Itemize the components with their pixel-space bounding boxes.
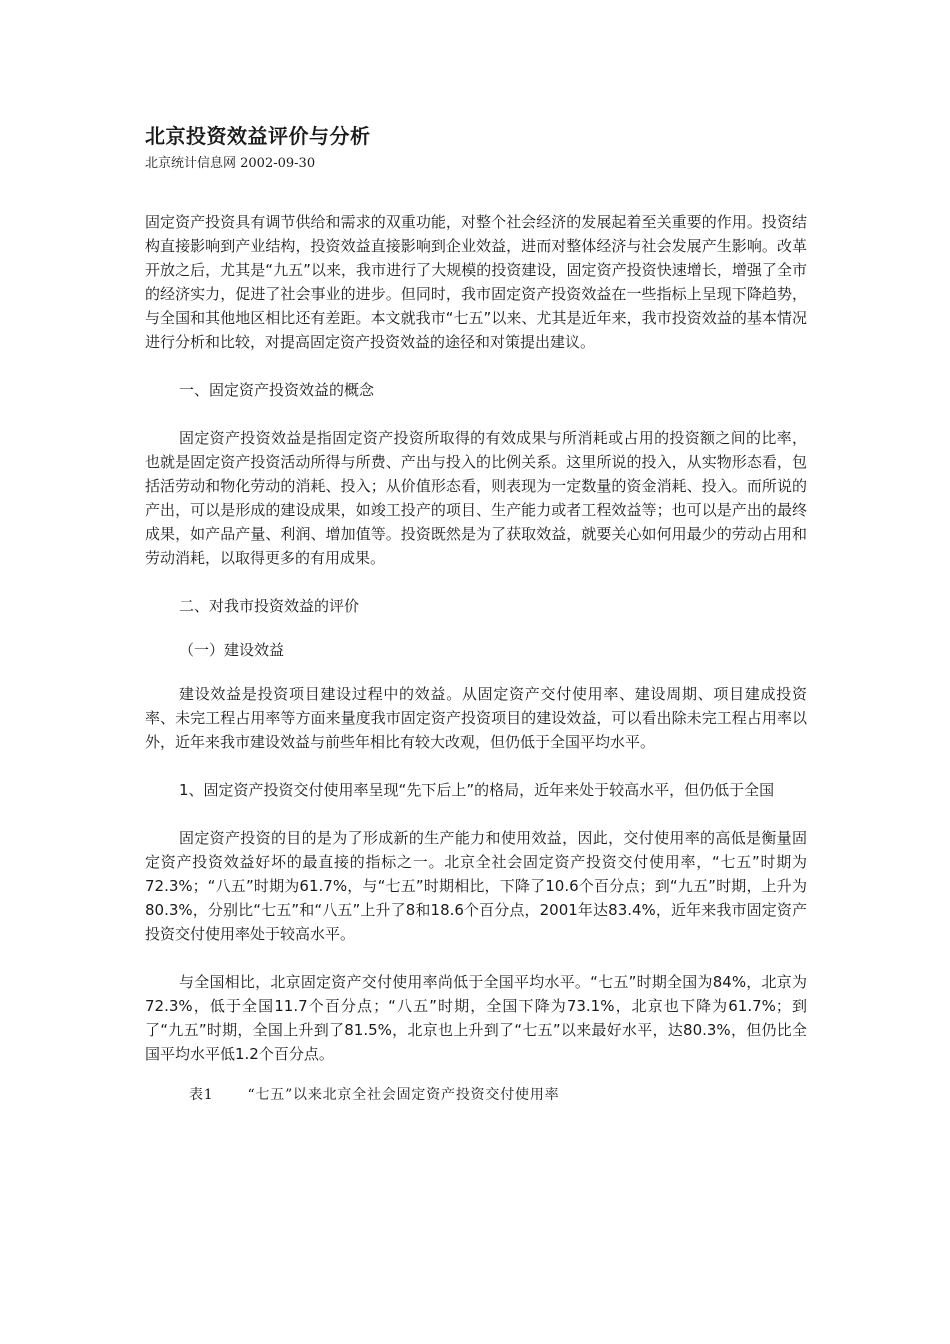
document-page <box>145 120 807 1106</box>
table-caption-text: “七五”以来北京全社会固定资产投资交付使用率 <box>247 1087 560 1103</box>
table-caption <box>145 1084 807 1106</box>
intro-paragraph: 固定资产投资具有调节供给和需求的双重功能，对整个社会经济的发展起着至关重要的作用。投资结构直接影响到产业结构，投资效益直接影响到企业效益，进而对整体经济与社会发展产生影响。改革开放之后，尤其是“九五”以来，我市进行了大规模的投资建设，固定资产投资快速增长，增强了全市的经济实力，促进了社会事业的进步。但同时，我市固定资产投资效益在一些指标上呈现下降趋势，与全国和其他地区相比还有差距。本文就我市“七五”以来、尤其是近年来，我市投资效益的基本情况进行分析和比较，对提高固定资产投资效益的途径和对策提出建议。 <box>145 213 807 351</box>
point-1-paragraph-2: 与全国相比，北京固定资产交付使用率尚低于全国平均水平。“七五”时期全国为84%，北京为72.3%，低于全国11.7个百分点；“八五”时期，全国下降为73.1%，北京也下降为61.7%；到了“九五”时期，全国上升到了81.5%，北京也上升到了“七五”以来最好水平，达80.3%，但仍比全国平均水平低1.2个百分点。 <box>145 973 807 1063</box>
section-heading-1: 一、固定资产投资效益的概念 <box>179 381 375 399</box>
subsection-1-paragraph: 建设效益是投资项目建设过程中的效益。从固定资产交付使用率、建设周期、项目建成投资率、未完工程占用率等方面来量度我市固定资产投资项目的建设效益，可以看出除未完工程占用率以外，近年来我市建设效益与前些年相比有较大改观，但仍低于全国平均水平。 <box>145 685 807 751</box>
article-source-date: 北京统计信息网 2002-09-30 <box>145 156 316 171</box>
section-heading-2: 二、对我市投资效益的评价 <box>179 597 360 615</box>
point-1-heading: 1、固定资产投资交付使用率呈现“先下后上”的格局，近年来处于较高水平，但仍低于全国 <box>179 781 775 799</box>
table-caption-number: 表1 <box>189 1087 214 1103</box>
section-1-paragraph: 固定资产投资效益是指固定资产投资所取得的有效成果与所消耗或占用的投资额之间的比率，也就是固定资产投资活动所得与所费、产出与投入的比例关系。这里所说的投入，从实物形态看，包括活劳动和物化劳动的消耗、投入；从价值形态看，则表现为一定数量的资金消耗、投入。而所说的产出，可以是形成的建设成果，如竣工投产的项目、生产能力或者工程效益等；也可以是产出的最终成果，如产品产量、利润、增加值等。投资既然是为了获取效益，就要关心如何用最少的劳动占用和劳动消耗，以取得更多的有用成果。 <box>145 429 807 567</box>
point-1-paragraph-1: 固定资产投资的目的是为了形成新的生产能力和使用效益，因此，交付使用率的高低是衡量固定资产投资效益好坏的最直接的指标之一。北京全社会固定资产投资交付使用率，“七五”时期为72.3%；“八五”时期为61.7%，与“七五”时期相比，下降了10.6个百分点；到“九五”时期，上升为80.3%，分别比“七五”和“八五”上升了8和18.6个百分点，2001年达83.4%，近年来我市固定资产投资交付使用率处于较高水平。 <box>145 829 807 943</box>
subsection-heading-1: （一）建设效益 <box>179 641 285 659</box>
article-title: 北京投资效益评价与分析 <box>145 124 371 148</box>
